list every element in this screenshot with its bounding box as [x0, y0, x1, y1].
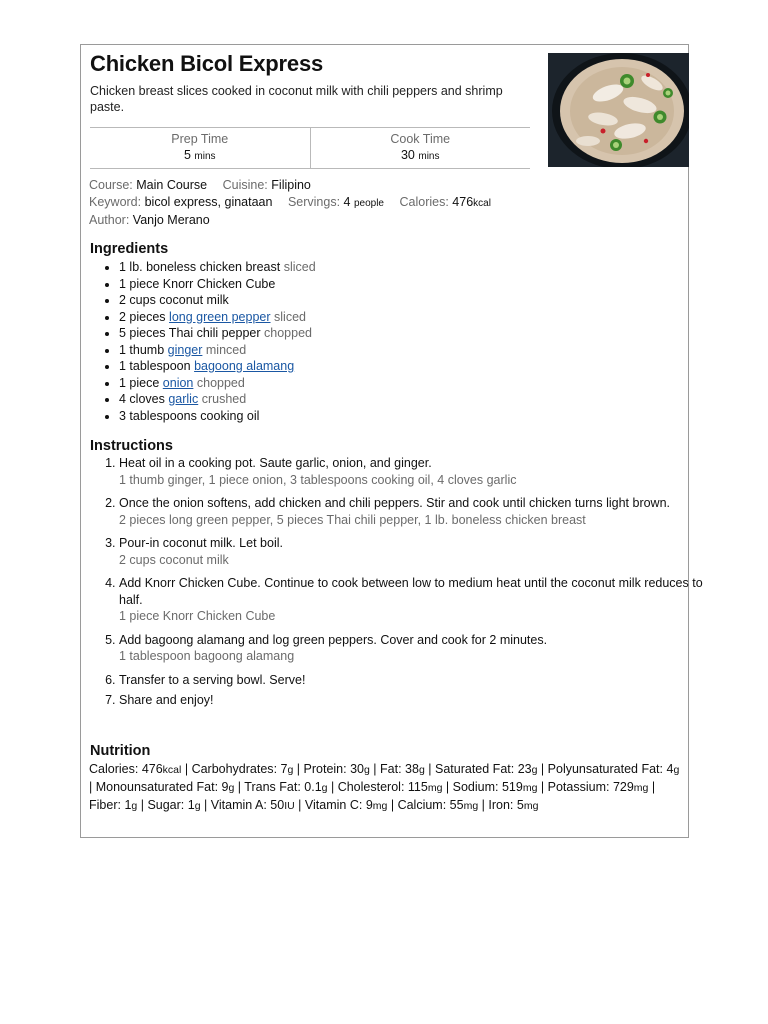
prep-time-unit: mins	[194, 151, 216, 162]
ingredient-item	[119, 391, 316, 408]
nutrition-item: Calcium: 55mg	[397, 798, 479, 812]
nutrition-unit: g	[321, 782, 328, 794]
recipe-photo	[548, 53, 689, 167]
ingredient-note: sliced	[283, 260, 316, 274]
meta-row-keyword	[89, 194, 681, 213]
instruction-text: Once the onion softens, add chicken and chili peppers. Stir and cook until chicken turns light brown.	[119, 496, 671, 510]
ingredient-link[interactable]: onion	[162, 375, 194, 390]
ingredient-text: 1 lb. boneless chicken breast	[119, 260, 281, 274]
ingredient-note: minced	[205, 342, 247, 357]
ingredient-item	[119, 342, 316, 359]
nutrition-unit: g	[228, 782, 235, 794]
nutrition-unit: mg	[522, 782, 538, 794]
nutrition-value: 23	[517, 762, 532, 776]
ingredient-item	[119, 309, 316, 326]
instruction-ingredients: 1 piece Knorr Chicken Cube	[119, 609, 276, 623]
nutrition-value: 729	[612, 780, 634, 794]
nutrition-value: 115	[407, 780, 428, 794]
nutrition-item: Cholesterol: 115mg	[337, 780, 443, 794]
course-label: Course:	[89, 178, 133, 192]
nutrition-value: 50	[270, 798, 285, 812]
nutrition-label: Fiber	[89, 798, 118, 812]
ingredient-text: 1 tablespoon	[119, 359, 191, 373]
nutrition-label: Cholesterol	[337, 780, 401, 794]
cuisine-value: Filipino	[271, 178, 311, 192]
nutrition-unit: g	[194, 800, 201, 812]
calories-value: 476	[452, 194, 474, 209]
instruction-text: Pour-in coconut milk. Let boil.	[119, 536, 283, 550]
instruction-step	[119, 495, 711, 528]
nutrition-label: Protein	[303, 762, 344, 776]
nutrition-item: Protein: 30g	[303, 762, 370, 776]
servings-unit: people	[353, 197, 384, 209]
ingredient-item	[119, 375, 316, 392]
author-value: Vanjo Merano	[132, 213, 210, 227]
nutrition-label: Saturated Fat	[435, 762, 511, 776]
servings-label: Servings:	[287, 194, 341, 209]
nutrition-item: Fat: 38g	[380, 762, 425, 776]
recipe-photo-image	[548, 53, 689, 167]
nutrition-unit: mg	[372, 800, 388, 812]
ingredient-text: 1 thumb	[119, 342, 165, 357]
course-value: Main Course	[136, 178, 208, 192]
nutrition-label: Potassium	[547, 780, 606, 794]
instruction-step	[119, 672, 711, 689]
ingredient-link[interactable]: bagoong alamang	[194, 359, 295, 373]
nutrition-heading: Nutrition	[90, 743, 151, 759]
nutrition-item: Potassium: 729mg	[547, 780, 649, 794]
nutrition-label: Sodium	[452, 780, 496, 794]
ingredient-text: 2 cups coconut milk	[119, 293, 229, 307]
ingredient-item	[119, 408, 316, 425]
nutrition-value: 1	[124, 798, 132, 812]
instruction-text: Add Knorr Chicken Cube. Continue to cook between low to medium heat until the coconut milk reduces to half.	[119, 576, 703, 607]
nutrition-item: Sodium: 519mg	[452, 780, 538, 794]
nutrition-unit: g	[131, 800, 138, 812]
cook-time-unit: mins	[418, 151, 440, 162]
nutrition-value: 5	[516, 798, 524, 812]
author-label: Author:	[89, 213, 130, 227]
instruction-step	[119, 455, 711, 488]
ingredient-note: crushed	[201, 392, 247, 406]
prep-time-number: 5	[183, 148, 191, 162]
keyword-label: Keyword:	[89, 194, 142, 209]
instructions-list	[89, 455, 711, 713]
prep-time-label: Prep Time	[171, 132, 229, 146]
nutrition-unit: g	[287, 764, 294, 776]
ingredient-link[interactable]: ginger	[167, 342, 203, 357]
ingredient-text: 5 pieces Thai chili pepper	[119, 326, 261, 340]
nutrition-unit: mg	[633, 782, 649, 794]
recipe-meta	[89, 177, 681, 229]
nutrition-unit: kcal	[162, 764, 182, 776]
prep-time	[90, 128, 310, 168]
meta-row-author	[89, 212, 681, 229]
nutrition-value: 9	[221, 780, 229, 794]
nutrition-item: Vitamin A: 50IU	[210, 798, 295, 812]
ingredient-note: chopped	[264, 326, 312, 340]
nutrition-label: Polyunsaturated Fat	[547, 762, 660, 776]
nutrition-value: 55	[449, 798, 464, 812]
nutrition-item: Sugar: 1g	[147, 798, 201, 812]
instruction-ingredients: 1 tablespoon bagoong alamang	[119, 649, 295, 663]
instruction-ingredients: 2 pieces long green pepper, 5 pieces Thai chili pepper, 1 lb. boneless chicken breast	[119, 512, 586, 527]
instructions-heading: Instructions	[90, 438, 173, 454]
nutrition-label: Calcium	[397, 798, 443, 812]
nutrition-label: Fat	[380, 762, 399, 776]
recipe-title: Chicken Bicol Express	[90, 51, 324, 76]
nutrition-unit: mg	[427, 782, 443, 794]
nutrition-facts: Calories: 476kcal | Carbohydrates: 7g | Protein: 30g | Fat: 38g | Saturated Fat: 23g | Polyunsaturated Fat: 4g | Monounsaturated Fat: 9g | Trans Fat: 0.1g | Cholesterol: 115mg | Sodium: 519mg | Potassium: 729mg | Fiber: 1g | Sugar: 1g | Vitamin A: 50IU | Vitamin C: 9mg | Calcium: 55mg | Iron: 5mg	[89, 762, 680, 812]
recipe-times	[90, 127, 530, 169]
ingredient-link[interactable]: long green pepper	[169, 309, 271, 324]
ingredients-heading: Ingredients	[90, 241, 169, 257]
nutrition-unit: g	[418, 764, 425, 776]
nutrition-label: Calories	[89, 762, 135, 776]
instruction-ingredients: 1 thumb ginger, 1 piece onion, 3 tablespoons cooking oil, 4 cloves garlic	[119, 472, 517, 487]
ingredient-text: 1 piece Knorr Chicken Cube	[119, 276, 276, 291]
cook-time-number: 30	[400, 148, 415, 162]
servings-value[interactable]: 4	[343, 194, 351, 209]
nutrition-unit: mg	[463, 800, 479, 812]
ingredient-item	[119, 259, 316, 276]
nutrition-label: Monounsaturated Fat	[95, 780, 215, 794]
ingredient-text: 1 piece	[119, 375, 160, 390]
ingredient-item	[119, 358, 316, 375]
ingredient-text: 3 tablespoons cooking oil	[119, 408, 260, 423]
nutrition-label: Vitamin C	[304, 798, 359, 812]
cuisine-label: Cuisine:	[222, 178, 268, 192]
nutrition-value: 30	[350, 762, 364, 776]
cook-time-label: Cook Time	[390, 132, 451, 146]
calories-unit: kcal	[473, 197, 491, 209]
nutrition-item: Fiber: 1g	[89, 798, 138, 812]
nutrition-value: 0.1	[304, 780, 322, 794]
ingredient-text: 2 pieces	[119, 309, 166, 324]
keyword-value: bicol express, ginataan	[144, 194, 273, 209]
instruction-ingredients: 2 cups coconut milk	[119, 552, 229, 567]
nutrition-unit: g	[673, 764, 680, 776]
ingredient-text: 4 cloves	[119, 392, 165, 406]
meta-row-course	[89, 177, 681, 194]
nutrition-label: Trans Fat	[244, 780, 298, 794]
recipe-card	[80, 44, 703, 838]
nutrition-unit: mg	[523, 800, 539, 812]
nutrition-label: Iron	[488, 798, 510, 812]
ingredient-link[interactable]: garlic	[168, 392, 199, 406]
instruction-text: Add bagoong alamang and log green peppers. Cover and cook for 2 minutes.	[119, 632, 548, 647]
ingredient-item	[119, 325, 316, 342]
nutrition-value: 9	[365, 798, 373, 812]
instruction-step	[119, 692, 711, 709]
instruction-text: Share and enjoy!	[119, 693, 214, 707]
instruction-step	[119, 535, 711, 568]
instruction-step	[119, 575, 711, 625]
nutrition-unit: g	[531, 764, 538, 776]
nutrition-label: Sugar	[147, 798, 181, 812]
nutrition-unit: g	[363, 764, 370, 776]
nutrition-item: Monounsaturated Fat: 9g	[95, 780, 235, 794]
instruction-text: Heat oil in a cooking pot. Saute garlic, onion, and ginger.	[119, 456, 432, 470]
nutrition-value: 519	[501, 780, 523, 794]
nutrition-value: 1	[187, 798, 195, 812]
prep-time-value	[90, 147, 310, 165]
calories-label: Calories:	[399, 194, 449, 209]
nutrition-value: 38	[405, 762, 419, 776]
nutrition-item: Calories: 476kcal	[89, 762, 182, 776]
recipe-summary: Chicken breast slices cooked in coconut milk with chili peppers and shrimp paste.	[90, 84, 503, 114]
ingredient-note: chopped	[196, 375, 245, 390]
instruction-step	[119, 632, 711, 665]
ingredients-list	[89, 259, 316, 424]
ingredient-note: sliced	[274, 309, 306, 324]
nutrition-item: Carbohydrates: 7g	[191, 762, 294, 776]
cook-time-value	[311, 147, 531, 165]
ingredient-item	[119, 292, 316, 309]
nutrition-item: Vitamin C: 9mg	[304, 798, 388, 812]
nutrition-value: 476	[141, 762, 163, 776]
cook-time	[310, 128, 531, 168]
nutrition-value: 4	[666, 762, 674, 776]
nutrition-item: Polyunsaturated Fat: 4g	[547, 762, 680, 776]
nutrition-label: Carbohydrates	[191, 762, 274, 776]
nutrition-item: Trans Fat: 0.1g	[244, 780, 328, 794]
nutrition-item: Iron: 5mg	[488, 798, 539, 812]
ingredient-item	[119, 276, 316, 293]
nutrition-item: Saturated Fat: 23g	[435, 762, 538, 776]
nutrition-value: 7	[280, 762, 288, 776]
nutrition-unit: IU	[284, 800, 295, 812]
instruction-text: Transfer to a serving bowl. Serve!	[119, 672, 306, 687]
nutrition-label: Vitamin A	[210, 798, 264, 812]
